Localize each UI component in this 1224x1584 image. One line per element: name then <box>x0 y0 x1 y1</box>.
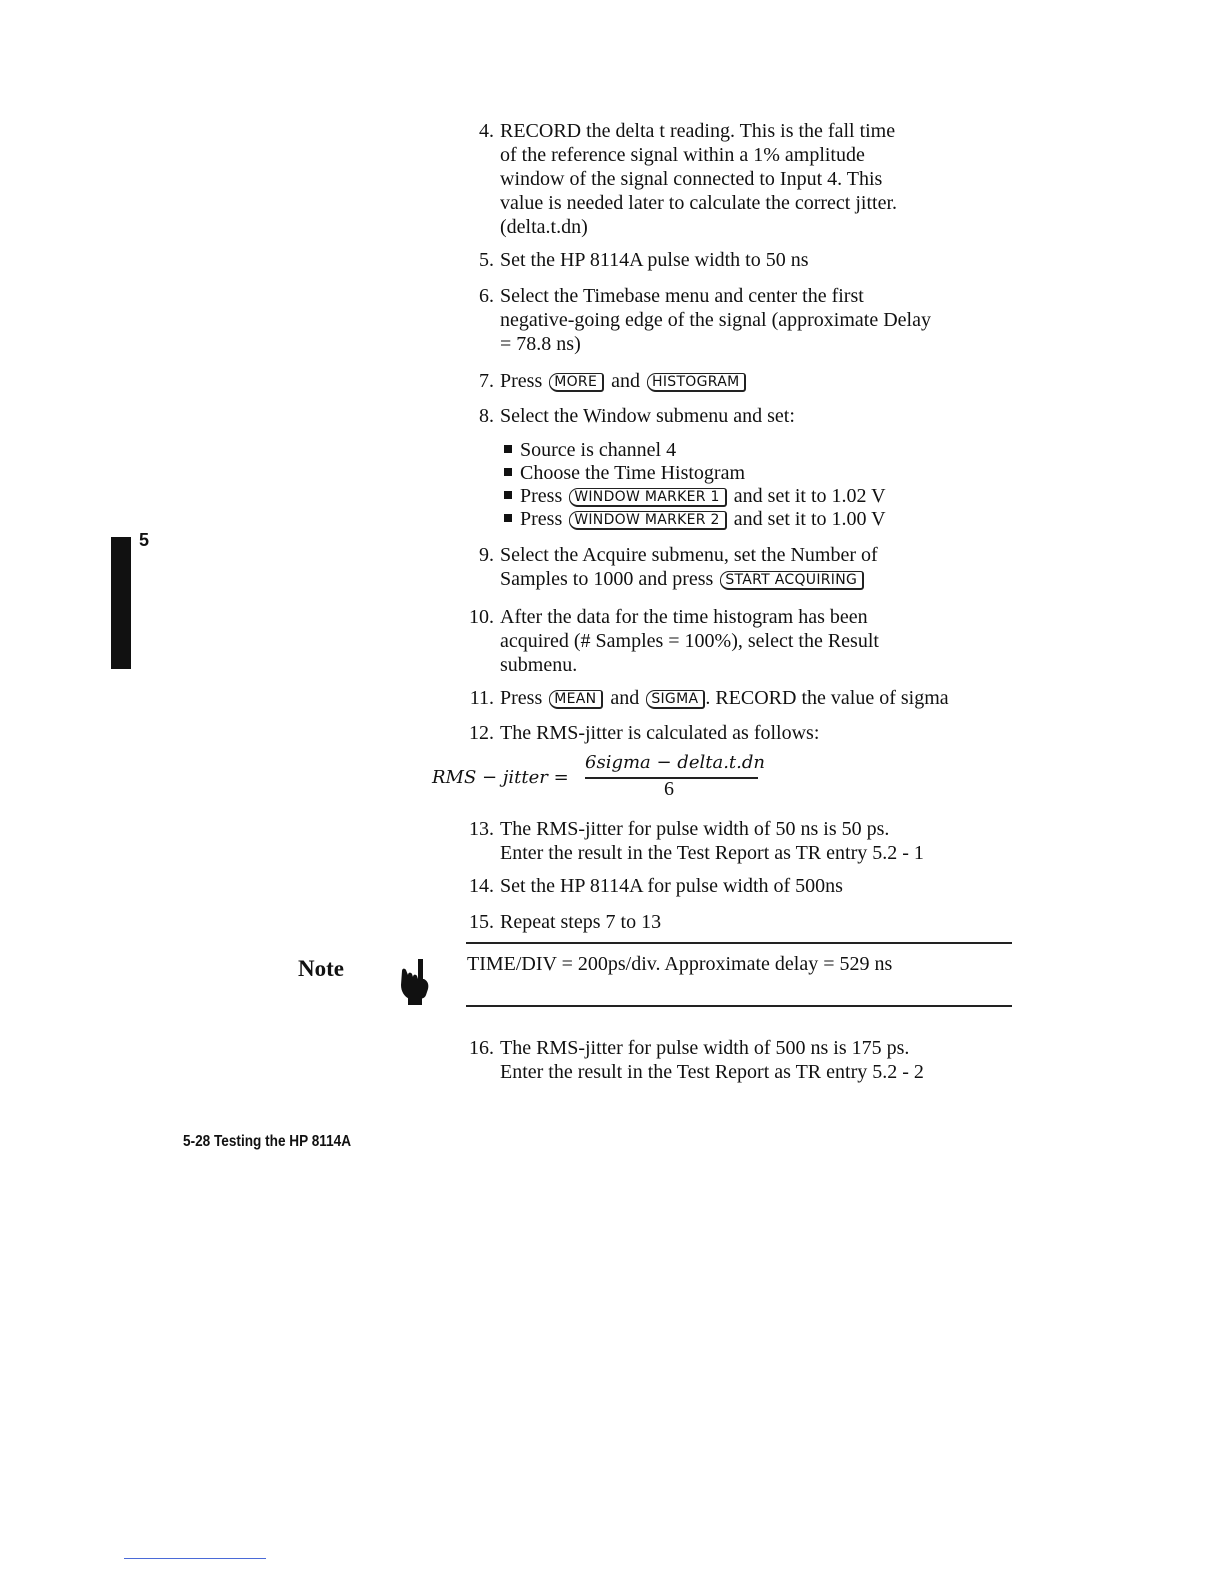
note-top-rule <box>466 942 1012 944</box>
step-4-line: RECORD the delta t reading. This is the fall time <box>500 120 896 142</box>
page-footer: 5-28 Testing the HP 8114A <box>183 1133 352 1150</box>
step-4-line: (delta.t.dn) <box>500 216 588 238</box>
step-6-line: negative-going edge of the signal (approximate Delay <box>500 309 931 331</box>
bottom-edge-rule <box>124 1558 266 1559</box>
window-marker-2-key: WINDOW MARKER 2 <box>569 511 727 530</box>
bullet-source: Source is channel 4 <box>504 439 1024 462</box>
bullet-histogram: Choose the Time Histogram <box>504 462 1024 485</box>
bullet-square-icon <box>504 514 512 522</box>
step-4-line: window of the signal connected to Input 4. This <box>500 168 883 190</box>
bullet-marker-1: Press WINDOW MARKER 1 and set it to 1.02 V <box>504 485 1024 508</box>
bullet-square-icon <box>504 468 512 476</box>
step-6-line: Select the Timebase menu and center the first <box>500 285 864 307</box>
note-label: Note <box>298 956 344 981</box>
formula-numerator: 6sigma − delta.t.dn <box>585 752 765 773</box>
histogram-key: HISTOGRAM <box>647 373 746 392</box>
pointing-hand-icon <box>396 957 432 1007</box>
bullet-marker-2: Press WINDOW MARKER 2 and set it to 1.00 V <box>504 508 1024 531</box>
step-4-line: of the reference signal within a 1% amplitude <box>500 144 865 166</box>
step-6-line: = 78.8 ns) <box>500 333 581 355</box>
note-bottom-rule <box>466 1005 1012 1007</box>
note-text: TIME/DIV = 200ps/div. Approximate delay = 529 ns <box>467 953 893 975</box>
sigma-key: SIGMA <box>646 690 705 709</box>
bullet-square-icon <box>504 491 512 499</box>
more-key: MORE <box>549 373 604 392</box>
mean-key: MEAN <box>549 690 603 709</box>
window-marker-1-key: WINDOW MARKER 1 <box>569 488 727 507</box>
bullet-square-icon <box>504 445 512 453</box>
step-4-line: value is needed later to calculate the correct jitter. <box>500 192 898 214</box>
formula-lhs: RMS − jitter = <box>432 767 569 788</box>
chapter-tab-bar <box>111 537 131 669</box>
chapter-tab-number: 5 <box>139 530 150 550</box>
start-acquiring-key: START ACQUIRING <box>720 571 864 590</box>
formula-denominator: 6 <box>664 778 674 800</box>
